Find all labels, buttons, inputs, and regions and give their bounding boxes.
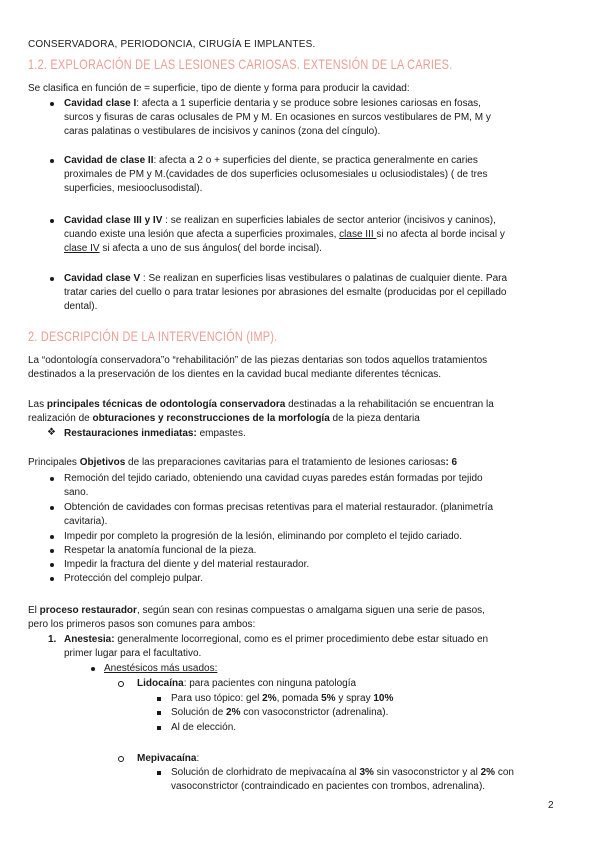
step-1-line-2: primer lugar para el facultativo.	[64, 648, 202, 659]
class-5-line-3: dental).	[64, 301, 98, 312]
lidocaine-item: Al de elección.	[171, 722, 237, 733]
objective-item: Impedir la fractura del diente y del material restaurador.	[64, 559, 310, 570]
class-2-line-1: Cavidad de clase II: afecta a 2 o + superficies del diente, se practica generalmente en caries	[64, 155, 478, 166]
section-1-intro: Se clasifica en función de = superficie, tipo de diente y forma para producir la cavidad:	[28, 83, 410, 94]
bullet-dot	[50, 506, 54, 510]
bullet-dot	[50, 549, 54, 553]
lidocaine-item: Para uso tópico: gel 2%, pomada 5% y spray 10%	[171, 693, 394, 704]
mepivacaine-item-line-1: Solución de clorhidrato de mepivacaína al 3% sin vasoconstrictor y al 2% con	[171, 767, 514, 778]
page-number: 2	[548, 800, 554, 811]
bullet-square	[157, 697, 161, 701]
bullet-square	[157, 726, 161, 730]
header-line: CONSERVADORA, PERIODONCIA, CIRUGÍA E IMPLANTES.	[28, 39, 316, 50]
objective-item: Impedir por completo la progresión de la lesión, eliminando por completo el tejido cariado.	[64, 531, 462, 542]
section-2-heading: 2. DESCRIPCIÓN DE LA INTERVENCIÓN (IMP).	[28, 328, 278, 344]
bullet-dot	[50, 563, 54, 567]
mepivacaine-item-line-2: vasoconstrictor (contraindicado en pacientes con trombos, adrenalina).	[171, 781, 486, 792]
section-2-para-1-line-2: destinados a la preservación de los dientes en la cavidad bucal mediante diferentes técnicas.	[28, 369, 442, 380]
objective-item: Protección del complejo pulpar.	[64, 573, 203, 584]
class-2-line-3: superficies, mesiooclusodistal).	[64, 183, 203, 194]
lidocaine-line: Lidocaína: para pacientes con ninguna patología	[137, 678, 357, 689]
section-2-para-2-line-1: Las principales técnicas de odontología conservadora destinadas a la rehabilitación se encuentran la	[28, 399, 494, 410]
diamond-bullet-icon: ❖	[47, 427, 56, 438]
bullet-dot	[50, 477, 54, 481]
step-1-line-1: Anestesia: generalmente locorregional, como es el primer procedimiento debe estar situado en	[64, 634, 489, 645]
class-3-4-line-1: Cavidad clase III y IV : se realizan en superficies labiales de sector anterior (incisivos y caninos),	[64, 215, 496, 226]
step-number: 1.	[48, 634, 57, 645]
objective-item: Respetar la anatomía funcional de la pieza.	[64, 545, 257, 556]
objective-item: Obtención de cavidades con formas precisas retentivas para el material restaurador. (planimetría	[64, 502, 494, 513]
section-2-para-2-line-2: realización de obturaciones y reconstrucciones de la morfología de la pieza dentaria	[28, 413, 420, 424]
class-1-line-2: surcos y fisuras de caras oclusales de PM y M. En ocasiones en surcos vestibulares de PM, M y	[64, 112, 491, 123]
bullet-dot	[91, 667, 95, 671]
objective-item: Remoción del tejido cariado, obteniendo una cavidad cuyas paredes están formadas por tejido	[64, 473, 483, 484]
class-1-line-3: caras palatinas o vestibulares de incisivos y caninos (zona del cíngulo).	[64, 126, 381, 137]
objective-item-cont: sano.	[64, 487, 89, 498]
lidocaine-item: Solución de 2% con vasoconstrictor (adrenalina).	[171, 707, 389, 718]
class-5-line-2: tratar caries del cuello o para tratar lesiones por abrasiones del esmalte (producidas por el cepillado	[64, 287, 507, 298]
objective-item-cont: cavitaria).	[64, 516, 108, 527]
bullet-dot	[50, 277, 54, 281]
bullet-square	[157, 711, 161, 715]
bullet-dot	[50, 535, 54, 539]
mepivacaine-line: Mepivacaína:	[137, 753, 200, 764]
objectives-intro: Principales Objetivos de las preparaciones cavitarias para el tratamiento de lesiones cariosas: 6	[28, 457, 458, 468]
class-3-4-line-3: clase IV si afecta a uno de sus ángulos( del borde incisal).	[64, 243, 322, 254]
bullet-dot	[50, 577, 54, 581]
bullet-dot	[50, 102, 54, 106]
class-2-line-2: proximales de PM y M.(cavidades de dos superficies oclusomesiales u oclusiodistales) ( de tres	[64, 169, 488, 180]
process-line-2: pero los primeros pasos son comunes para ambos:	[28, 619, 256, 630]
bullet-square	[157, 771, 161, 775]
class-3-4-line-2: cuando existe una lesión que afecta a superficies proximales, clase III si no afecta al borde incisal y	[64, 229, 505, 240]
class-1-line-1: Cavidad clase I: afecta a 1 superficie dentaria y se produce sobre lesiones cariosas en fosas,	[64, 98, 481, 109]
section-2-para-1-line-1: La “odontología conservadora”o “rehabilitación” de las piezas dentarias son todos aquellos tratamientos	[28, 355, 488, 366]
bullet-dot	[50, 159, 54, 163]
bullet-circle	[118, 756, 124, 762]
anesthetics-title: Anestésicos más usados:	[104, 663, 218, 674]
section-1-heading: 1.2. EXPLORACIÓN DE LAS LESIONES CARIOSAS. EXTENSIÓN DE LA CARIES.	[28, 56, 453, 72]
bullet-dot	[50, 219, 54, 223]
class-5-line-1: Cavidad clase V : Se realizan en superficies lisas vestibulares o palatinas de cualquier diente. Para	[64, 273, 508, 284]
immediate-restorations: Restauraciones inmediatas: empastes.	[64, 428, 246, 439]
bullet-circle	[118, 681, 124, 687]
process-line-1: El proceso restaurador, según sean con resinas compuestas o amalgama siguen una serie de pasos,	[28, 605, 485, 616]
